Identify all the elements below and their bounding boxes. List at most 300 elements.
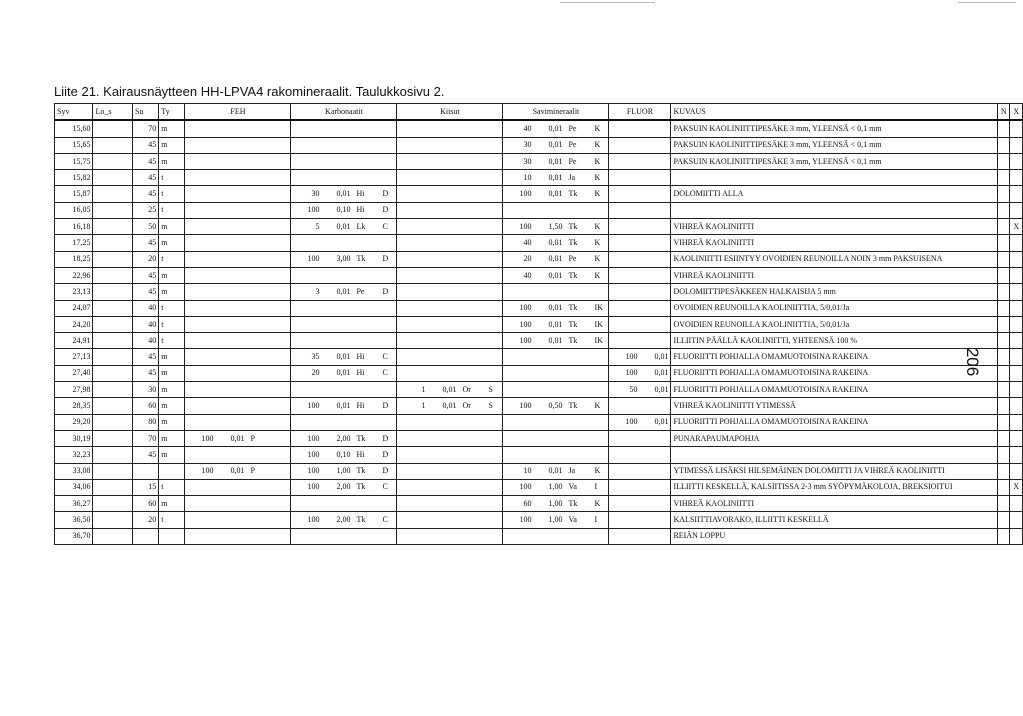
cell-syv: 16,05 [55, 202, 93, 218]
cell-los [93, 120, 133, 137]
cell-savi-part: Tk [568, 189, 578, 199]
cell-savi-part: 40 [523, 123, 532, 133]
cell-syv: 30,19 [55, 430, 93, 446]
cell-ty: t [159, 186, 185, 202]
cell-kiis-part: Or [462, 400, 471, 410]
cell-kiis [397, 267, 503, 283]
cell-savi [503, 398, 609, 414]
col-header-su: Su [133, 104, 159, 121]
cell-karb-part: 0,01 [336, 286, 351, 296]
cell-savi [503, 284, 609, 300]
cell-savi [503, 479, 609, 495]
cell-savi [503, 153, 609, 169]
cell-karb [291, 316, 397, 332]
cell-los [93, 267, 133, 283]
cell-kuvaus: PAKSUIN KAOLINIITTIPESÄKE 3 mm, YLEENSÄ < 0,1 mm [671, 153, 998, 169]
cell-savi-part: Pe [568, 123, 577, 133]
cell-fluor [609, 202, 671, 218]
cell-karb-part: D [382, 189, 389, 199]
cell-syv: 24,91 [55, 333, 93, 349]
cell-savi-part: 0,01 [548, 270, 563, 280]
cell-fluor [609, 284, 671, 300]
cell-los [93, 528, 133, 544]
cell-savi-part: 60 [523, 498, 532, 508]
cell-n [997, 463, 1009, 479]
cell-feh-part: 0,01 [230, 466, 245, 476]
cell-su: 70 [133, 120, 159, 137]
cell-kiis [397, 333, 503, 349]
cell-karb-part: D [382, 466, 389, 476]
cell-karb-part: 0,01 [336, 368, 351, 378]
col-header-kuvaus: KUVAUS [671, 104, 998, 121]
cell-savi-part: 0,01 [548, 254, 563, 264]
cell-kiis-part: Or [462, 384, 471, 394]
cell-n [997, 267, 1009, 283]
cell-savi-part: K [594, 156, 601, 166]
cell-ty: m [159, 414, 185, 430]
cell-savi-part: Tk [568, 221, 578, 231]
cell-su: 45 [133, 284, 159, 300]
cell-karb-part: 35 [311, 352, 320, 362]
cell-los [93, 398, 133, 414]
cell-los [93, 153, 133, 169]
cell-kuvaus: KAOLINIITTI ESIINTYY OVOIDIEN REUNOILLA NOIN 3 mm PAKSUISENA [671, 251, 998, 267]
cell-kuvaus: FLUORIITTI POHJALLA OMAMUOTOISINA RAKEINA [671, 414, 998, 430]
cell-feh [185, 398, 291, 414]
cell-karb [291, 284, 397, 300]
cell-karb-part: 30 [311, 189, 320, 199]
cell-syv: 32,23 [55, 447, 93, 463]
cell-fluor [609, 251, 671, 267]
cell-kuvaus: FLUORIITTI POHJALLA OMAMUOTOISINA RAKEINA [671, 382, 998, 398]
cell-n [997, 251, 1009, 267]
cell-karb [291, 186, 397, 202]
cell-fluor [609, 496, 671, 512]
cell-kiis [397, 316, 503, 332]
cell-los [93, 170, 133, 186]
cell-los [93, 251, 133, 267]
cell-syv: 27,40 [55, 365, 93, 381]
cell-savi-part: K [594, 270, 601, 280]
cell-n [997, 430, 1009, 446]
cell-kiis [397, 170, 503, 186]
cell-ty: m [159, 137, 185, 153]
cell-kiis [397, 447, 503, 463]
cell-kuvaus: ILLIITTI KESKELLÄ, KALSIITISSA 2-3 mm SYÖPYMÄKOLOJA, BREKSIOITUI [671, 479, 998, 495]
cell-fluor [609, 398, 671, 414]
cell-savi [503, 430, 609, 446]
cell-karb-part: 0,01 [336, 189, 351, 199]
cell-karb-part: 100 [307, 400, 320, 410]
cell-karb [291, 267, 397, 283]
cell-savi-part: K [594, 498, 601, 508]
cell-ty: m [159, 496, 185, 512]
cell-savi-part: Tk [568, 238, 578, 248]
cell-su: 60 [133, 398, 159, 414]
col-header-x: X [1010, 104, 1023, 121]
cell-kiis [397, 463, 503, 479]
cell-feh [185, 235, 291, 251]
table-row [55, 414, 1023, 430]
cell-syv: 15,65 [55, 137, 93, 153]
cell-karb [291, 496, 397, 512]
table-row [55, 251, 1023, 267]
cell-savi-part: 0,01 [548, 466, 563, 476]
cell-karb-part: D [382, 286, 389, 296]
cell-feh [185, 463, 291, 479]
cell-syv: 24,07 [55, 300, 93, 316]
cell-karb-part: Pe [356, 286, 365, 296]
cell-kuvaus: VIHREÄ KAOLINIITTI [671, 219, 998, 235]
cell-syv: 36,50 [55, 512, 93, 528]
table-row [55, 463, 1023, 479]
cell-kuvaus: PAKSUIN KAOLINIITTIPESÄKE 3 mm, YLEENSÄ < 0,1 mm [671, 137, 998, 153]
table-row [55, 382, 1023, 398]
cell-feh [185, 349, 291, 365]
col-header-syv: Syv [55, 104, 93, 121]
cell-kuvaus: FLUORIITTI POHJALLA OMAMUOTOISINA RAKEINA [671, 349, 998, 365]
cell-n [997, 496, 1009, 512]
cell-kuvaus [671, 202, 998, 218]
cell-su: 20 [133, 251, 159, 267]
cell-savi-part: 0,01 [548, 238, 563, 248]
cell-karb-part: Hi [356, 205, 365, 215]
cell-su: 15 [133, 479, 159, 495]
cell-kuvaus: PUNARAPAUMAPOHJA [671, 430, 998, 446]
cell-n [997, 235, 1009, 251]
cell-karb-part: C [382, 352, 388, 362]
cell-savi-part: K [594, 140, 601, 150]
cell-karb-part: D [382, 205, 389, 215]
cell-los [93, 316, 133, 332]
cell-savi [503, 235, 609, 251]
cell-x [1010, 153, 1023, 169]
cell-savi-part: 100 [519, 515, 532, 525]
cell-karb [291, 153, 397, 169]
cell-savi-part: 0,01 [548, 123, 563, 133]
cell-savi [503, 316, 609, 332]
cell-x [1010, 316, 1023, 332]
cell-n [997, 333, 1009, 349]
cell-feh [185, 300, 291, 316]
cell-kiis [397, 137, 503, 153]
cell-los [93, 512, 133, 528]
cell-feh-part: P [250, 433, 255, 443]
cell-karb-part: Tk [356, 254, 366, 264]
cell-karb [291, 398, 397, 414]
cell-karb [291, 479, 397, 495]
cell-ty: m [159, 284, 185, 300]
cell-savi [503, 512, 609, 528]
cell-savi-part: 0,01 [548, 172, 563, 182]
col-header-kiisut: Kiisut [397, 104, 503, 121]
cell-savi [503, 414, 609, 430]
cell-feh [185, 496, 291, 512]
cell-karb-part: 100 [307, 482, 320, 492]
cell-ty: m [159, 349, 185, 365]
cell-kuvaus: VIHREÄ KAOLINIITTI [671, 267, 998, 283]
cell-ty: t [159, 170, 185, 186]
table-body [55, 120, 1023, 544]
cell-x: X [1010, 219, 1023, 235]
cell-los [93, 349, 133, 365]
cell-los [93, 365, 133, 381]
cell-karb-part: 100 [307, 515, 320, 525]
cell-savi-part: Pe [568, 254, 577, 264]
cell-fluor [609, 235, 671, 251]
cell-feh [185, 528, 291, 544]
cell-x: X [1010, 479, 1023, 495]
cell-n [997, 447, 1009, 463]
cell-savi-part: 40 [523, 270, 532, 280]
cell-syv: 15,60 [55, 120, 93, 137]
cell-su: 45 [133, 170, 159, 186]
cell-savi-part: 100 [519, 303, 532, 313]
cell-savi [503, 120, 609, 137]
cell-syv: 23,13 [55, 284, 93, 300]
cell-n [997, 382, 1009, 398]
col-header-feh: FEH [185, 104, 291, 121]
cell-feh [185, 186, 291, 202]
cell-kiis [397, 512, 503, 528]
cell-los [93, 202, 133, 218]
cell-savi-part: Tk [568, 498, 578, 508]
cell-los [93, 333, 133, 349]
cell-fluor [609, 463, 671, 479]
cell-los [93, 219, 133, 235]
cell-los [93, 137, 133, 153]
cell-syv: 36,70 [55, 528, 93, 544]
cell-karb-part: 100 [307, 449, 320, 459]
cell-kiis [397, 251, 503, 267]
cell-fluor-part: 100 [625, 352, 638, 362]
cell-savi-part: K [594, 221, 601, 231]
cell-fluor [609, 414, 671, 430]
col-header-los: Lo_s [93, 104, 133, 121]
table-row [55, 120, 1023, 137]
cell-su: 45 [133, 267, 159, 283]
cell-fluor [609, 153, 671, 169]
cell-n [997, 120, 1009, 137]
cell-feh [185, 284, 291, 300]
cell-x [1010, 137, 1023, 153]
cell-karb-part: Hi [356, 189, 365, 199]
cell-fluor-part: 0,01 [654, 384, 669, 394]
cell-kiis-part: S [488, 384, 493, 394]
cell-feh [185, 447, 291, 463]
cell-karb-part: 0,10 [336, 449, 351, 459]
cell-ty: m [159, 430, 185, 446]
cell-savi-part: 100 [519, 319, 532, 329]
cell-n [997, 153, 1009, 169]
cell-fluor-part: 0,01 [654, 417, 669, 427]
table-row [55, 447, 1023, 463]
cell-savi-part: 0,01 [548, 189, 563, 199]
cell-syv: 36,27 [55, 496, 93, 512]
cell-savi-part: Pe [568, 156, 577, 166]
cell-x [1010, 202, 1023, 218]
cell-karb-part: 0,01 [336, 352, 351, 362]
cell-savi-part: 40 [523, 238, 532, 248]
cell-savi [503, 528, 609, 544]
table-row [55, 219, 1023, 235]
cell-x [1010, 235, 1023, 251]
cell-karb [291, 333, 397, 349]
cell-syv: 27,98 [55, 382, 93, 398]
cell-kiis-part: 0,01 [442, 384, 457, 394]
table-row [55, 430, 1023, 446]
cell-syv: 33,08 [55, 463, 93, 479]
cell-fluor-part: 100 [625, 417, 638, 427]
cell-ty: m [159, 382, 185, 398]
cell-syv: 15,87 [55, 186, 93, 202]
page-number: 206 [963, 347, 983, 377]
col-header-n: N [997, 104, 1009, 121]
cell-savi-part: 100 [519, 189, 532, 199]
table-row [55, 300, 1023, 316]
cell-karb [291, 202, 397, 218]
cell-feh [185, 512, 291, 528]
cell-kiis [397, 219, 503, 235]
cell-x [1010, 430, 1023, 446]
cell-fluor [609, 528, 671, 544]
cell-kiis [397, 120, 503, 137]
cell-savi-part: Va [568, 515, 577, 525]
cell-savi-part: Tk [568, 270, 578, 280]
cell-karb-part: Hi [356, 368, 365, 378]
cell-fluor [609, 267, 671, 283]
cell-kuvaus: OVOIDIEN REUNOILLA KAOLINIITTIA, 5/0,01/Ja [671, 300, 998, 316]
cell-fluor [609, 186, 671, 202]
cell-feh [185, 414, 291, 430]
cell-karb-part: Lk [356, 221, 366, 231]
cell-syv: 18,25 [55, 251, 93, 267]
cell-kiis [397, 528, 503, 544]
cell-syv: 22,96 [55, 267, 93, 283]
cell-kiis-part: 0,01 [442, 400, 457, 410]
cell-n [997, 414, 1009, 430]
cell-savi-part: Tk [568, 400, 578, 410]
cell-n [997, 398, 1009, 414]
cell-feh-part: 0,01 [230, 433, 245, 443]
cell-x [1010, 528, 1023, 544]
table-row [55, 496, 1023, 512]
cell-fluor-part: 0,01 [654, 368, 669, 378]
table-header-row [55, 104, 1023, 121]
cell-fluor [609, 120, 671, 137]
cell-n [997, 186, 1009, 202]
cell-karb [291, 219, 397, 235]
cell-savi-part: K [594, 466, 601, 476]
table-row [55, 235, 1023, 251]
cell-karb-part: D [382, 433, 389, 443]
cell-karb-part: 0,01 [336, 400, 351, 410]
cell-fluor-part: 100 [625, 368, 638, 378]
cell-savi-part: 100 [519, 335, 532, 345]
cell-karb-part: Tk [356, 433, 366, 443]
cell-savi-part: 0,01 [548, 335, 563, 345]
table-row [55, 186, 1023, 202]
cell-ty: m [159, 447, 185, 463]
cell-karb-part: Hi [356, 400, 365, 410]
cell-los [93, 430, 133, 446]
cell-los [93, 382, 133, 398]
cell-savi-part: 0,01 [548, 156, 563, 166]
table-row [55, 202, 1023, 218]
cell-kiis [397, 300, 503, 316]
cell-karb-part: 2,00 [336, 482, 351, 492]
cell-karb [291, 528, 397, 544]
cell-los [93, 235, 133, 251]
cell-savi [503, 219, 609, 235]
cell-syv: 17,25 [55, 235, 93, 251]
cell-kiis [397, 186, 503, 202]
cell-ty: m [159, 398, 185, 414]
cell-fluor-part: 50 [629, 384, 638, 394]
cell-x [1010, 251, 1023, 267]
cell-savi-part: 100 [519, 221, 532, 231]
cell-syv: 24,20 [55, 316, 93, 332]
cell-kiis [397, 398, 503, 414]
cell-karb [291, 170, 397, 186]
cell-savi [503, 137, 609, 153]
cell-savi-part: K [594, 123, 601, 133]
cell-savi [503, 333, 609, 349]
table-row [55, 284, 1023, 300]
cell-savi [503, 463, 609, 479]
cell-savi [503, 170, 609, 186]
cell-x [1010, 120, 1023, 137]
cell-karb-part: Hi [356, 352, 365, 362]
cell-fluor [609, 365, 671, 381]
cell-karb [291, 235, 397, 251]
cell-n [997, 349, 1009, 365]
cell-karb-part: 100 [307, 466, 320, 476]
cell-savi-part: K [594, 238, 601, 248]
cell-syv: 28,35 [55, 398, 93, 414]
cell-ty: t [159, 512, 185, 528]
cell-kuvaus [671, 447, 998, 463]
cell-fluor [609, 382, 671, 398]
cell-kuvaus: FLUORIITTI POHJALLA OMAMUOTOISINA RAKEINA [671, 365, 998, 381]
cell-su: 40 [133, 316, 159, 332]
cell-ty: t [159, 333, 185, 349]
cell-ty [159, 463, 185, 479]
cell-kiis-part: S [488, 400, 493, 410]
cell-x [1010, 398, 1023, 414]
cell-savi-part: I [594, 515, 598, 525]
cell-savi [503, 349, 609, 365]
cell-su: 70 [133, 430, 159, 446]
cell-karb [291, 300, 397, 316]
cell-fluor [609, 349, 671, 365]
cell-los [93, 479, 133, 495]
cell-su [133, 463, 159, 479]
cell-x [1010, 463, 1023, 479]
cell-savi-part: 1,00 [548, 515, 563, 525]
cell-savi-part: 10 [523, 466, 532, 476]
cell-syv: 16,18 [55, 219, 93, 235]
cell-karb-part: C [382, 221, 388, 231]
cell-su: 45 [133, 447, 159, 463]
cell-x [1010, 284, 1023, 300]
table-row [55, 153, 1023, 169]
cell-karb [291, 382, 397, 398]
cell-syv: 15,82 [55, 170, 93, 186]
cell-kuvaus: YTIMESSÄ LISÄKSI HILSEMÄINEN DOLOMIITTI JA VIHREÄ KAOLINIITTI [671, 463, 998, 479]
cell-kuvaus: DOLOMIITTIPESÄKKEEN HALKAISIJA 5 mm [671, 284, 998, 300]
cell-savi-part: 30 [523, 156, 532, 166]
